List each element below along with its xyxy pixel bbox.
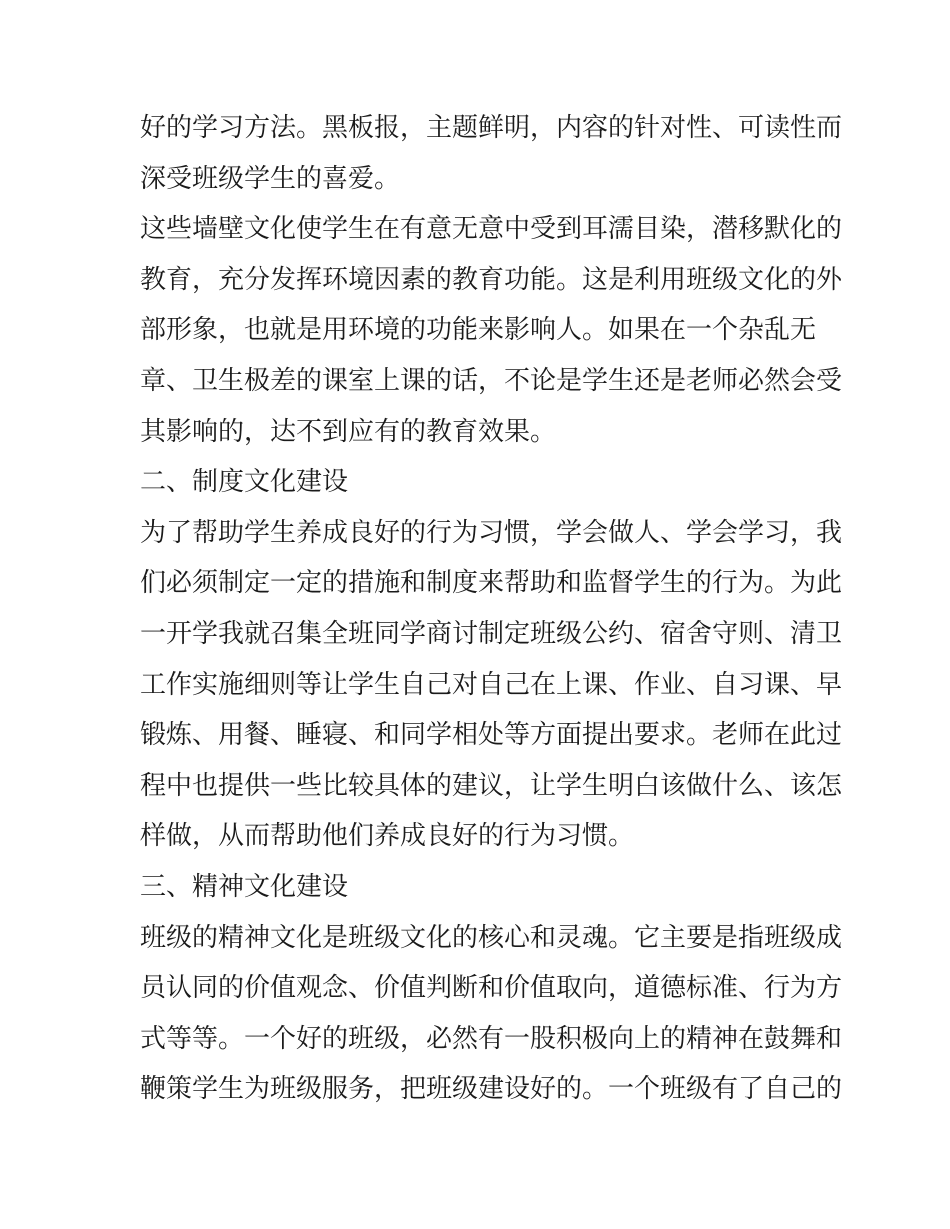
text-line: 这些墙壁文化使学生在有意无意中受到耳濡目染，潜移默化的 [140, 214, 843, 245]
text-line: 一开学我就召集全班同学商讨制定班级公约、宿舍守则、清卫 [140, 618, 843, 649]
text-line: 式等等。一个好的班级，必然有一股积极向上的精神在鼓舞和 [140, 1023, 843, 1054]
text-line: 们必须制定一定的措施和制度来帮助和监督学生的行为。为此 [140, 568, 843, 599]
text-line: 员认同的价值观念、价值判断和价值取向，道德标准、行为方 [140, 973, 843, 1004]
section-heading: 三、精神文化建设 [140, 871, 349, 902]
text-line: 样做，从而帮助他们养成良好的行为习惯。 [140, 821, 635, 852]
text-line: 为了帮助学生养成良好的行为习惯，学会做人、学会学习，我 [140, 517, 843, 548]
text-line: 鞭策学生为班级服务，把班级建设好的。一个班级有了自己的 [140, 1074, 843, 1105]
section-heading: 二、制度文化建设 [140, 467, 349, 498]
text-line: 程中也提供一些比较具体的建议，让学生明白该做什么、该怎 [140, 770, 843, 801]
text-line: 好的学习方法。黑板报，主题鲜明，内容的针对性、可读性而 [140, 113, 843, 143]
text-line: 锻炼、用餐、睡寝、和同学相处等方面提出要求。老师在此过 [140, 720, 843, 751]
text-line: 其影响的，达不到应有的教育效果。 [140, 416, 557, 447]
text-line: 深受班级学生的喜爱。 [140, 163, 401, 194]
text-line: 部形象，也就是用环境的功能来影响人。如果在一个杂乱无 [140, 315, 817, 346]
text-line: 工作实施细则等让学生自己对自己在上课、作业、自习课、早 [140, 669, 843, 700]
document-body [140, 103, 843, 1115]
text-line: 班级的精神文化是班级文化的核心和灵魂。它主要是指班级成 [140, 922, 843, 953]
text-line: 章、卫生极差的课室上课的话，不论是学生还是老师必然会受 [140, 365, 843, 396]
text-line: 教育，充分发挥环境因素的教育功能。这是利用班级文化的外 [140, 264, 843, 295]
